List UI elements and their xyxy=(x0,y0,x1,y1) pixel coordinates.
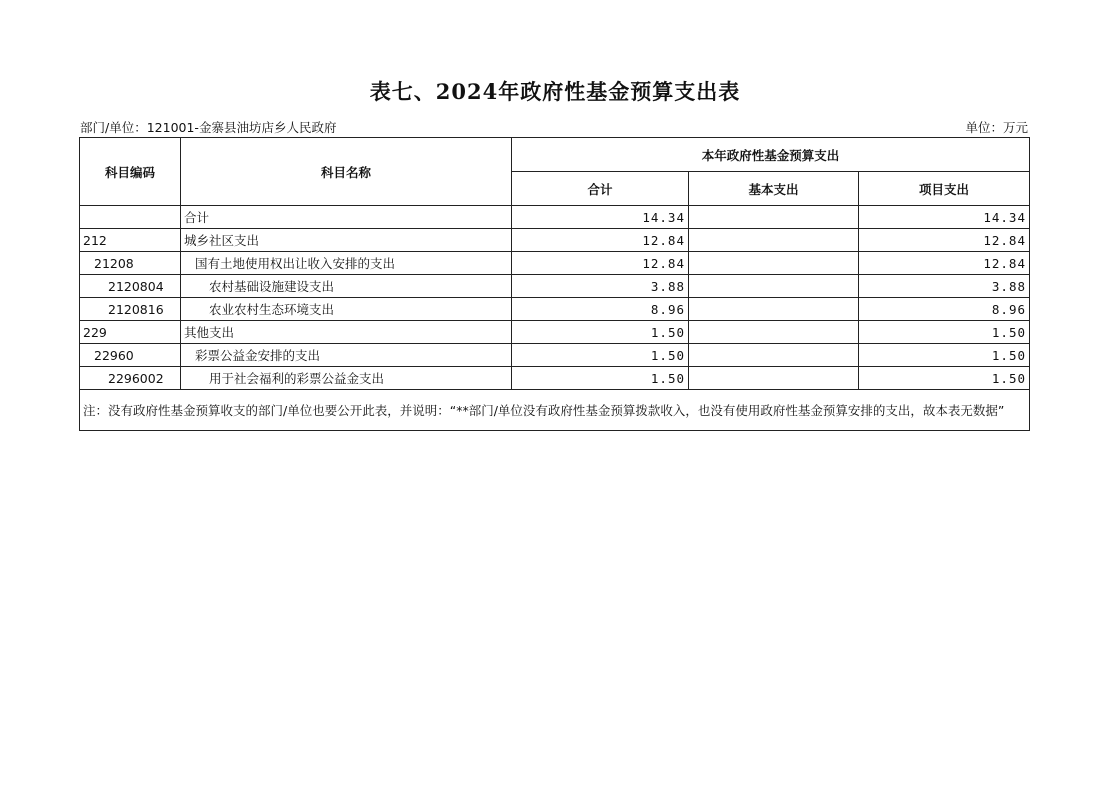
cell-basic xyxy=(689,229,859,252)
table-row xyxy=(80,229,1030,252)
table-row xyxy=(80,275,1030,298)
cell-basic xyxy=(689,298,859,321)
cell-total: 1.50 xyxy=(512,367,689,390)
cell-basic xyxy=(689,344,859,367)
cell-project: 1.50 xyxy=(859,367,1030,390)
cell-project: 3.88 xyxy=(859,275,1030,298)
header-code: 科目编码 xyxy=(80,138,181,206)
cell-name: 农村基础设施建设支出 xyxy=(181,275,512,298)
cell-name: 彩票公益金安排的支出 xyxy=(181,344,512,367)
cell-code: 22960 xyxy=(80,344,181,367)
cell-total: 12.84 xyxy=(512,252,689,275)
cell-basic xyxy=(689,321,859,344)
table-row xyxy=(80,367,1030,390)
header-group: 本年政府性基金预算支出 xyxy=(512,138,1030,172)
cell-name: 其他支出 xyxy=(181,321,512,344)
header-basic: 基本支出 xyxy=(689,172,859,206)
cell-total: 8.96 xyxy=(512,298,689,321)
cell-name: 城乡社区支出 xyxy=(181,229,512,252)
cell-project: 12.84 xyxy=(859,252,1030,275)
unit-label: 单位：万元 xyxy=(965,120,1028,135)
table-row xyxy=(80,252,1030,275)
cell-total: 12.84 xyxy=(512,229,689,252)
table-row xyxy=(80,298,1030,321)
budget-table xyxy=(79,137,1030,431)
cell-project: 1.50 xyxy=(859,344,1030,367)
table-row xyxy=(80,321,1030,344)
cell-total: 1.50 xyxy=(512,321,689,344)
table-row xyxy=(80,206,1030,229)
cell-basic xyxy=(689,275,859,298)
cell-code: 212 xyxy=(80,229,181,252)
cell-basic xyxy=(689,367,859,390)
cell-name: 国有土地使用权出让收入安排的支出 xyxy=(181,252,512,275)
note-row xyxy=(80,390,1030,431)
cell-code: 2120804 xyxy=(80,275,181,298)
department-label: 部门/单位：121001-金寨县油坊店乡人民政府 xyxy=(80,120,337,135)
cell-code: 2296002 xyxy=(80,367,181,390)
cell-code: 229 xyxy=(80,321,181,344)
header-total: 合计 xyxy=(512,172,689,206)
cell-project: 1.50 xyxy=(859,321,1030,344)
cell-basic xyxy=(689,206,859,229)
cell-name: 合计 xyxy=(181,206,512,229)
table-row xyxy=(80,344,1030,367)
cell-code xyxy=(80,206,181,229)
cell-total: 1.50 xyxy=(512,344,689,367)
cell-project: 14.34 xyxy=(859,206,1030,229)
cell-basic xyxy=(689,252,859,275)
cell-code: 2120816 xyxy=(80,298,181,321)
cell-total: 3.88 xyxy=(512,275,689,298)
cell-total: 14.34 xyxy=(512,206,689,229)
cell-name: 农业农村生态环境支出 xyxy=(181,298,512,321)
header-name: 科目名称 xyxy=(181,138,512,206)
note-text: 注：没有政府性基金预算收支的部门/单位也要公开此表，并说明：“**部门/单位没有政府性基金预算拨款收入，也没有使用政府性基金预算安排的支出，故本表无数据” xyxy=(80,390,1030,431)
cell-code: 21208 xyxy=(80,252,181,275)
cell-name: 用于社会福利的彩票公益金支出 xyxy=(181,367,512,390)
header-project: 项目支出 xyxy=(859,172,1030,206)
cell-project: 8.96 xyxy=(859,298,1030,321)
cell-project: 12.84 xyxy=(859,229,1030,252)
page-title: 表七、2024年政府性基金预算支出表 xyxy=(369,79,741,104)
